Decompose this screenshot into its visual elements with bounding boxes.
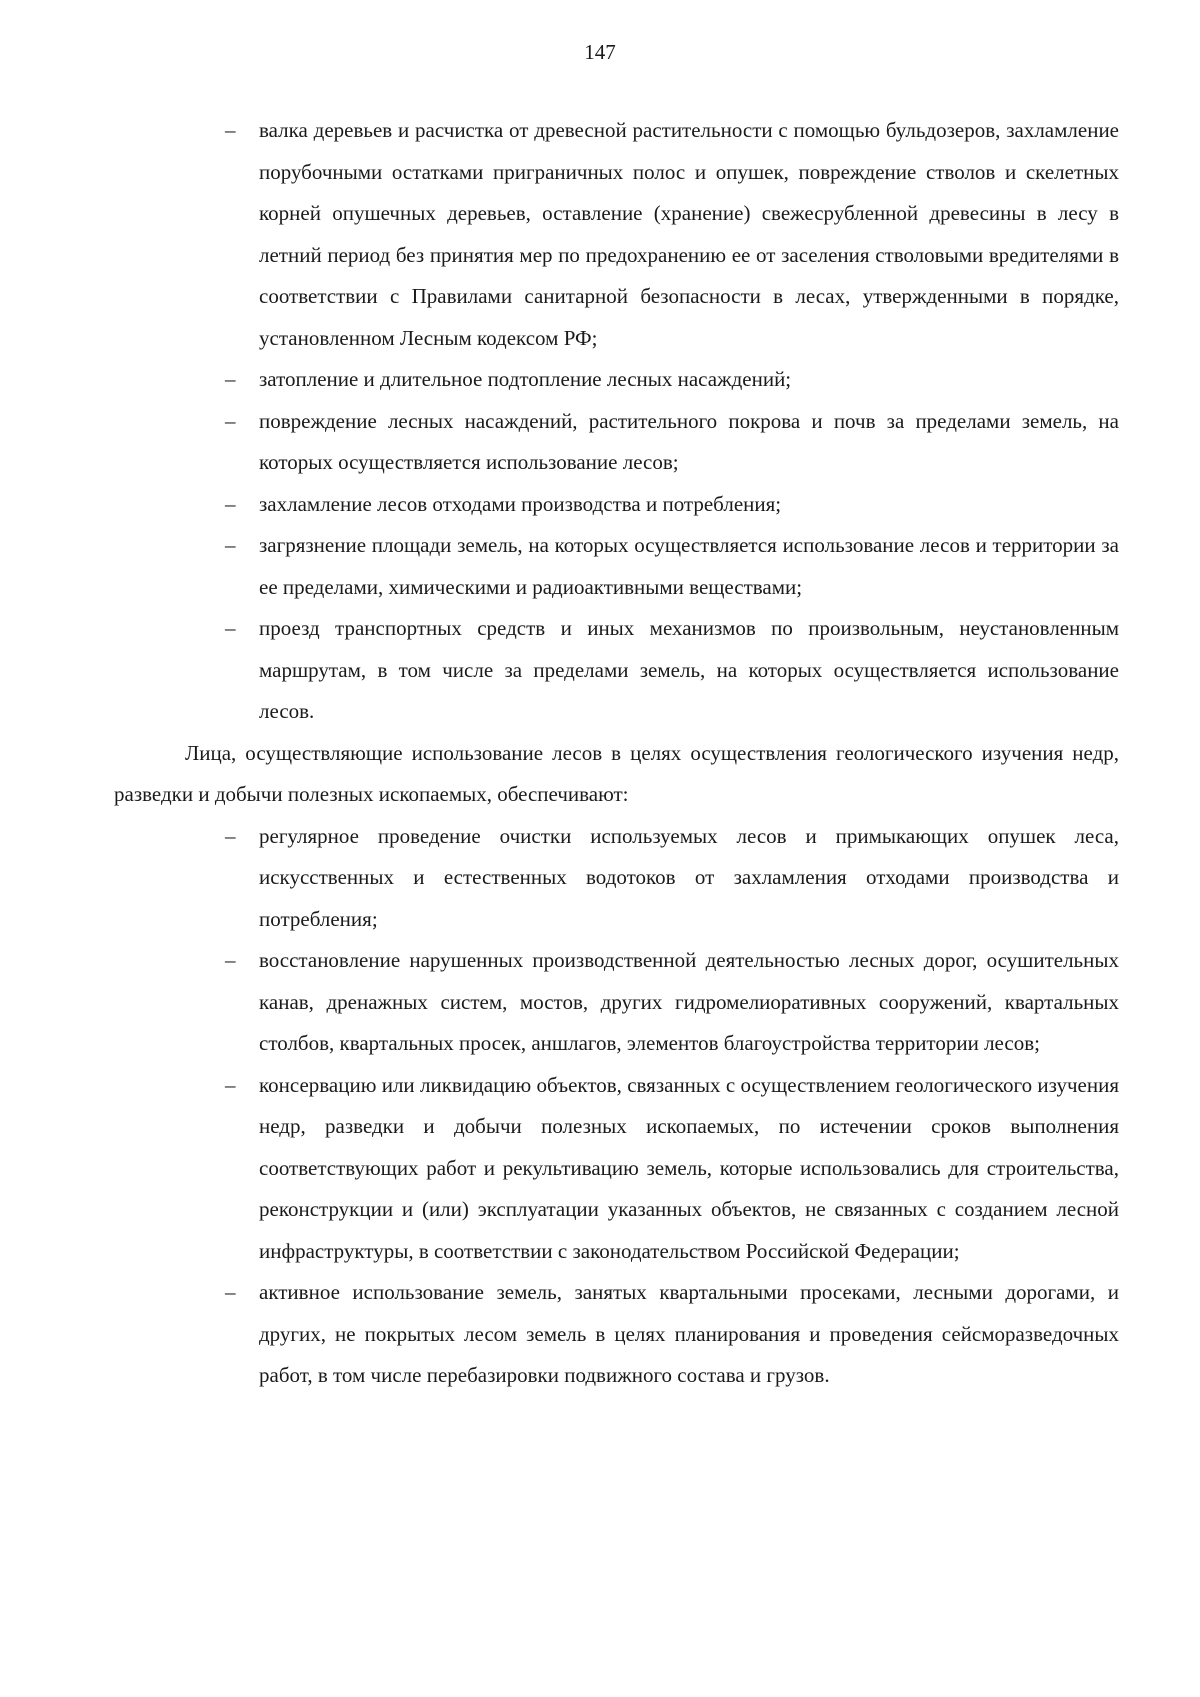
dash-bullet: – bbox=[225, 1280, 236, 1304]
page-number: 147 bbox=[584, 40, 616, 64]
prohibited-actions-list bbox=[114, 110, 1119, 733]
list-item bbox=[225, 484, 1119, 526]
dash-bullet: – bbox=[225, 491, 236, 516]
dash-bullet: – bbox=[225, 1072, 236, 1097]
list-item-text: загрязнение площади земель, на которых осуществляется использование лесов и территории за ее пределами, химическими и радиоактивными веществами; bbox=[259, 533, 1119, 599]
list-item bbox=[225, 940, 1119, 1065]
list-item-text: захламление лесов отходами производства и потребления; bbox=[259, 491, 782, 516]
list-item bbox=[225, 110, 1119, 359]
list-item bbox=[225, 608, 1119, 733]
dash-bullet: – bbox=[225, 823, 236, 848]
list-item-text: затопление и длительное подтопление лесных насаждений; bbox=[259, 367, 792, 391]
list-item bbox=[225, 359, 1119, 401]
list-item-text: активное использование земель, занятых квартальными просеками, лесными дорогами, и других, не покрытых лесом земель в целях планирования и проведения сейсморазведочных работ, в том числе перебазировки подвижного состава и грузов. bbox=[259, 1280, 1119, 1387]
list-item-text: проезд транспортных средств и иных механизмов по произвольным, неустановленным маршрутам, в том числе за пределами земель, на которых осуществляется использование лесов. bbox=[259, 616, 1119, 723]
dash-bullet: – bbox=[225, 408, 236, 433]
dash-bullet: – bbox=[225, 533, 236, 557]
list-item-text: повреждение лесных насаждений, растительного покрова и почв за пределами земель, на которых осуществляется использование лесов; bbox=[259, 408, 1119, 474]
list-item bbox=[225, 1065, 1119, 1273]
list-item-text: консервацию или ликвидацию объектов, связанных с осуществлением геологического изучения недр, разведки и добычи полезных ископаемых, по истечении сроков выполнения соответствующих работ и рекультивацию земель, которые использовались для строительства, реконструкции и (или) эксплуатации указанных объектов, не связанных с созданием лесной инфраструктуры, в соответствии с законодательством Российской Федерации; bbox=[259, 1072, 1119, 1263]
list-item-text: регулярное проведение очистки используемых лесов и примыкающих опушек леса, искусственных и естественных водотоков от захламления отходами производства и потребления; bbox=[259, 823, 1119, 931]
dash-bullet: – bbox=[225, 367, 236, 391]
list-item-text: восстановление нарушенных производственной деятельностью лесных дорог, осушительных канав, дренажных систем, мостов, других гидромелиоративных сооружений, квартальных столбов, квартальных просек, аншлагов, элементов благоустройства территории лесов; bbox=[259, 948, 1119, 1055]
list-item bbox=[225, 816, 1119, 941]
dash-bullet: – bbox=[225, 616, 236, 640]
obligations-list bbox=[114, 816, 1119, 1397]
dash-bullet: – bbox=[225, 948, 236, 972]
list-item bbox=[225, 525, 1119, 608]
dash-bullet: – bbox=[225, 118, 236, 142]
body-paragraph: Лица, осуществляющие использование лесов в целях осуществления геологического изучения недр, разведки и добычи полезных ископаемых, обеспечивают: bbox=[114, 740, 1119, 806]
page-content bbox=[114, 110, 1119, 1397]
list-item bbox=[225, 401, 1119, 484]
list-item bbox=[225, 1272, 1119, 1397]
list-item-text: валка деревьев и расчистка от древесной растительности с помощью бульдозеров, захламление порубочными остатками приграничных полос и опушек, повреждение стволов и скелетных корней опушечных деревьев, оставление (хранение) свежесрубленной древесины в лесу в летний период без принятия мер по предохранению ее от заселения стволовыми вредителями в соответствии с Правилами санитарной безопасности в лесах, утвержденными в порядке, установленном Лесным кодексом РФ; bbox=[259, 118, 1119, 350]
